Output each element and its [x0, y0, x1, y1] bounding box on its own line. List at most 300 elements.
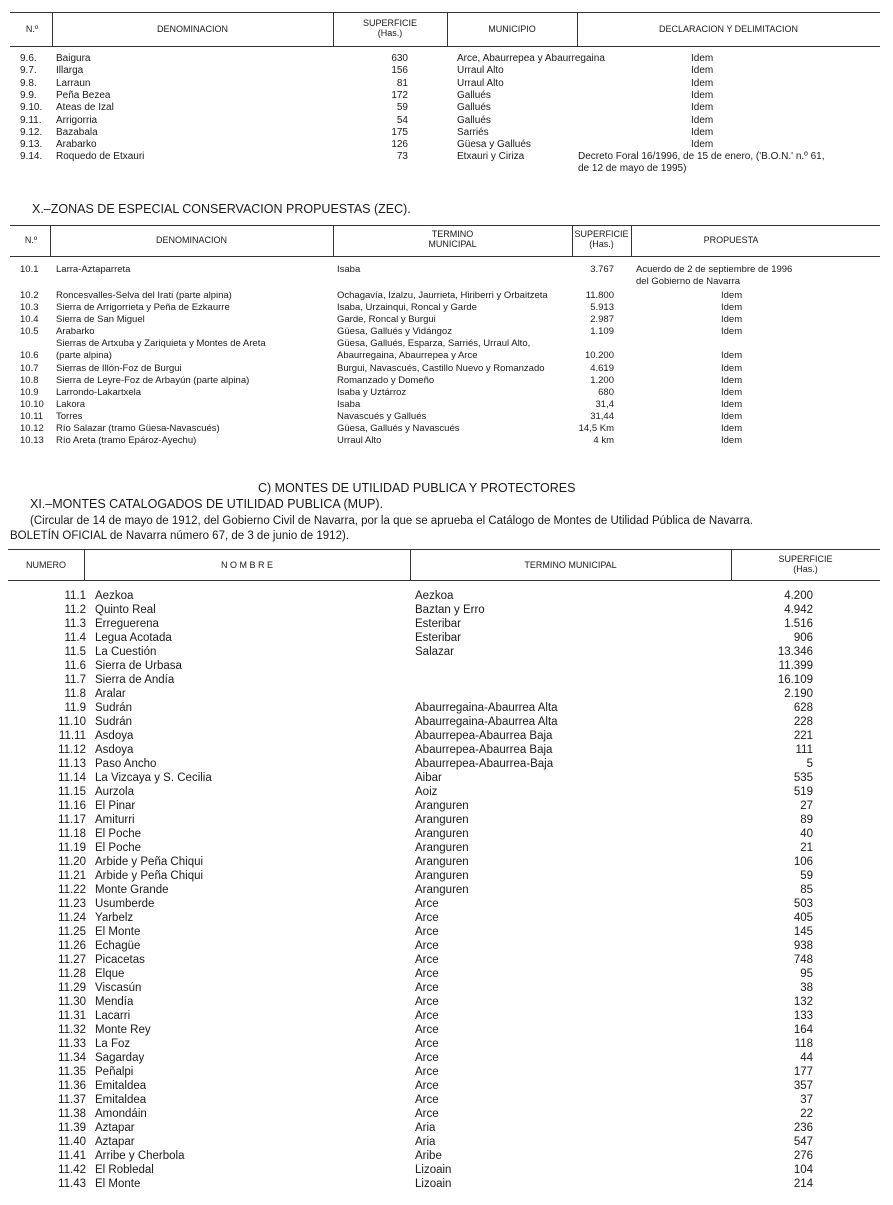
table-row [0, 842, 893, 856]
row-denominacion: Sierra de Leyre-Foz de Arbayún (parte alpina) [56, 375, 250, 386]
t9-header-municipio: MUNICIPIO [488, 24, 536, 34]
row-denominacion: Arrigorria [56, 114, 98, 126]
table-row [0, 423, 893, 435]
table-row [0, 151, 893, 175]
row-nombre: Sagarday [95, 1052, 145, 1064]
row-number: 11.32 [58, 1024, 86, 1036]
row-denominacion: Arabarko [56, 139, 97, 151]
row-superficie: 2.987 [590, 314, 614, 325]
row-number: 10.6 [20, 350, 39, 361]
row-termino: Aranguren [415, 828, 469, 840]
row-termino: Arce [415, 1080, 439, 1092]
table-row [0, 1024, 893, 1038]
row-number: 9.8. [20, 77, 37, 89]
t9-header-num: N.º [25, 24, 39, 34]
row-termino: Abaurregaina-Abaurrea Alta [415, 702, 558, 714]
row-superficie: 104 [793, 1164, 813, 1176]
row-superficie: 214 [793, 1178, 813, 1190]
row-superficie: 10.200 [584, 350, 614, 361]
table-row [0, 264, 893, 287]
row-nombre: Paso Ancho [95, 758, 157, 770]
t9-header-superficie: SUPERFICIE (Has.) [362, 18, 417, 38]
row-declaracion: Idem [691, 126, 714, 138]
row-denominacion: Sierra de Arrigorrieta y Peña de Ezkaurre [56, 302, 230, 313]
row-superficie: 3.767 [590, 264, 614, 275]
row-nombre: El Poche [95, 842, 142, 854]
row-number: 11.2 [64, 604, 86, 616]
row-number: 10.3 [20, 302, 39, 313]
table-row [0, 646, 893, 660]
row-termino: Arce [415, 1066, 439, 1078]
table-row [0, 1038, 893, 1052]
row-superficie: 236 [793, 1122, 813, 1134]
table-row [0, 139, 893, 151]
row-number: 11.25 [58, 926, 86, 938]
row-number: 11.4 [64, 632, 86, 644]
row-termino: Arce [415, 940, 439, 952]
row-number: 9.12. [20, 126, 43, 138]
row-termino: Arce [415, 1010, 439, 1022]
row-termino: Burgui, Navascués, Castillo Nuevo y Romanzado [337, 363, 545, 374]
row-denominacion: Roquedo de Etxauri [56, 151, 145, 163]
row-denominacion: Peña Bezea [56, 89, 111, 101]
row-nombre: Aurzola [95, 786, 134, 798]
row-propuesta: Idem [721, 435, 743, 446]
sectionC-intro-line1: (Circular de 14 de mayo de 1912, del Gobierno Civil de Navarra, por la que se aprueba el Catálogo de Montes de Utilidad Pública de Navarra. [30, 515, 753, 527]
row-denominacion: Lakora [56, 399, 86, 410]
row-nombre: La Cuestión [95, 646, 157, 658]
row-superficie: 126 [391, 139, 408, 151]
row-superficie: 1.200 [590, 375, 614, 386]
row-nombre: Sierra de Urbasa [95, 660, 182, 672]
row-nombre: Arbide y Peña Chiqui [95, 856, 204, 868]
row-declaracion: Decreto Foral 16/1996, de 15 de enero, ('B.O.N.' n.º 61, [578, 151, 825, 163]
row-number: 11.29 [58, 982, 86, 994]
row-termino: Isaba y Uztárroz [337, 387, 407, 398]
row-number: 10.9 [20, 387, 39, 398]
row-termino: Lizoain [415, 1164, 452, 1176]
table-row [0, 744, 893, 758]
row-declaracion-line2: de 12 de mayo de 1995) [578, 163, 687, 175]
t10-header-termino: TERMINO MUNICIPAL [428, 229, 477, 249]
row-termino: Arce [415, 1024, 439, 1036]
row-nombre: La Vizcaya y S. Cecilia [95, 772, 212, 784]
row-propuesta: Acuerdo de 2 de septiembre de 1996 [636, 264, 793, 275]
row-propuesta: Idem [721, 375, 743, 386]
table-row [0, 314, 893, 326]
row-denominacion: Arabarko [56, 326, 95, 337]
row-nombre: Monte Rey [95, 1024, 151, 1036]
row-denominacion: Roncesvalles-Selva del Irati (parte alpina) [56, 290, 232, 301]
row-denominacion-line2: (parte alpina) [56, 350, 112, 361]
row-declaracion: Idem [691, 53, 714, 64]
table-row [0, 730, 893, 744]
row-termino: Aranguren [415, 884, 469, 896]
row-denominacion: Larrondo-Lakartxela [56, 387, 142, 398]
table-row [0, 1178, 893, 1192]
row-nombre: Echagüe [95, 940, 141, 952]
row-superficie: 38 [800, 982, 813, 994]
table-row [0, 127, 893, 139]
row-termino: Aranguren [415, 814, 469, 826]
row-declaracion: Idem [691, 65, 714, 77]
row-termino: Isaba, Urzainqui, Roncal y Garde [337, 302, 477, 313]
row-number: 11.14 [58, 772, 86, 784]
row-termino: Arce [415, 968, 439, 980]
row-superficie: 132 [793, 996, 813, 1008]
row-superficie: 5.913 [590, 302, 614, 313]
row-propuesta: Idem [721, 423, 743, 434]
table-row [0, 1052, 893, 1066]
row-number: 11.17 [58, 814, 86, 826]
row-superficie: 81 [396, 77, 408, 89]
row-number: 11.9 [64, 702, 86, 714]
row-termino: Arce [415, 954, 439, 966]
table-row [0, 435, 893, 447]
row-declaracion: Idem [691, 89, 714, 101]
row-number: 10.13 [20, 435, 44, 446]
row-nombre: El Pinar [95, 800, 136, 812]
row-superficie: 228 [793, 716, 813, 728]
row-superficie: 22 [800, 1108, 813, 1120]
row-nombre: Aralar [95, 688, 126, 700]
row-superficie: 16.109 [777, 674, 813, 686]
row-termino: Arce [415, 996, 439, 1008]
row-number: 10.2 [20, 290, 39, 301]
row-number: 10.10 [20, 399, 44, 410]
row-superficie: 21 [800, 842, 813, 854]
row-nombre: Emitaldea [95, 1094, 147, 1106]
t10-header-denominacion: DENOMINACION [155, 235, 227, 245]
row-superficie: 118 [794, 1038, 813, 1050]
row-declaracion: Idem [691, 114, 714, 126]
row-number: 11.35 [58, 1066, 86, 1078]
row-superficie: 938 [793, 940, 813, 952]
table-row [0, 982, 893, 996]
table-row [0, 856, 893, 870]
table-row [0, 102, 893, 114]
row-number: 10.11 [20, 411, 44, 422]
row-nombre: Sudrán [95, 716, 133, 728]
table-row [0, 338, 893, 361]
row-superficie: 172 [391, 89, 408, 101]
table-row [0, 1010, 893, 1024]
row-termino: Garde, Roncal y Burgui [337, 314, 436, 325]
row-number: 9.9. [20, 89, 37, 101]
row-superficie: 630 [391, 53, 408, 64]
row-termino: Arce [415, 982, 439, 994]
row-superficie: 4.200 [784, 590, 813, 602]
row-denominacion: Larra-Aztaparreta [56, 264, 131, 275]
row-termino: Abaurrepea-Abaurrea Baja [415, 744, 553, 756]
table-row [0, 604, 893, 618]
row-propuesta: Idem [721, 411, 743, 422]
row-termino-line2: Abaurregaina, Abaurrepea y Arce [337, 350, 478, 361]
row-municipio: Urraul Alto [457, 77, 504, 89]
row-denominacion: Sierras de Illón-Foz de Burgui [56, 363, 182, 374]
row-number: 11.19 [58, 842, 86, 854]
table-row [0, 1080, 893, 1094]
row-termino: Urraul Alto [337, 435, 382, 446]
row-termino: Lizoain [415, 1178, 452, 1190]
row-termino: Aranguren [415, 870, 469, 882]
row-number: 11.18 [58, 828, 86, 840]
t10-header-superficie: SUPERFICIE (Has.) [574, 229, 629, 249]
table-row [0, 800, 893, 814]
row-nombre: El Poche [95, 828, 142, 840]
row-termino: Navascués y Gallués [337, 411, 427, 422]
row-nombre: El Monte [95, 926, 141, 938]
row-number: 11.33 [58, 1038, 86, 1050]
table-row [0, 870, 893, 884]
row-nombre: Amiturri [95, 814, 135, 826]
row-superficie: 40 [800, 828, 813, 840]
row-nombre: Aztapar [95, 1136, 135, 1148]
row-superficie: 44 [800, 1052, 813, 1064]
table-row [0, 1164, 893, 1178]
table-row [0, 884, 893, 898]
row-termino: Aibar [415, 772, 442, 784]
row-termino: Isaba [337, 399, 361, 410]
row-number: 11.37 [58, 1094, 86, 1106]
table-row [0, 674, 893, 688]
table-row [0, 660, 893, 674]
row-propuesta: Idem [721, 290, 743, 301]
row-superficie: 4 km [593, 435, 614, 446]
row-superficie: 535 [793, 772, 813, 784]
row-propuesta-line2: del Gobierno de Navarra [636, 276, 741, 287]
row-nombre: Sierra de Andía [95, 674, 175, 686]
row-propuesta: Idem [721, 363, 743, 374]
table-row [0, 912, 893, 926]
row-denominacion: Sierra de San Miguel [56, 314, 145, 325]
row-termino: Esteribar [415, 618, 462, 630]
row-termino: Aranguren [415, 800, 469, 812]
row-municipio: Etxauri y Ciriza [457, 151, 525, 163]
table-row [0, 399, 893, 411]
row-nombre: Mendía [95, 996, 134, 1008]
row-nombre: El Monte [95, 1178, 141, 1190]
row-termino: Arce [415, 1052, 439, 1064]
row-denominacion: Torres [56, 411, 83, 422]
row-superficie: 175 [391, 126, 408, 138]
sectionC-subtitle: XI.–MONTES CATALOGADOS DE UTILIDAD PUBLICA (MUP). [30, 497, 384, 511]
row-superficie: 680 [598, 387, 614, 398]
row-propuesta: Idem [721, 326, 743, 337]
table-row [0, 702, 893, 716]
row-nombre: Quinto Real [95, 604, 156, 616]
row-superficie: 13.346 [777, 646, 813, 658]
t10-header-propuesta: PROPUESTA [703, 235, 759, 245]
row-termino: Arce [415, 912, 439, 924]
row-number: 11.22 [58, 884, 86, 896]
row-number: 11.27 [58, 954, 86, 966]
table-row [0, 90, 893, 102]
row-nombre: La Foz [95, 1038, 131, 1050]
row-termino: Romanzado y Domeño [337, 375, 435, 386]
t11-header-nombre: N O M B R E [220, 560, 273, 570]
row-termino: Abaurrepea-Abaurrea-Baja [415, 758, 554, 770]
table-row [0, 78, 893, 90]
row-superficie: 156 [391, 65, 408, 77]
row-superficie: 37 [800, 1094, 813, 1106]
row-superficie: 177 [793, 1066, 813, 1078]
row-nombre: Sudrán [95, 702, 133, 714]
row-superficie: 11.399 [778, 660, 813, 672]
row-number: 10.8 [20, 375, 39, 386]
row-superficie: 628 [793, 702, 813, 714]
row-propuesta: Idem [721, 302, 743, 313]
table-row [0, 590, 893, 604]
table-row [0, 1122, 893, 1136]
row-nombre: Aztapar [95, 1122, 135, 1134]
t11-header-termino: TERMINO MUNICIPAL [524, 560, 617, 570]
row-denominacion: Bazabala [56, 126, 98, 138]
row-termino: Aria [415, 1122, 436, 1134]
row-number: 11.39 [58, 1122, 86, 1134]
row-number: 9.11. [20, 114, 42, 126]
row-nombre: Amondáin [95, 1108, 147, 1120]
row-nombre: Arbide y Peña Chiqui [95, 870, 204, 882]
table-row [0, 53, 893, 65]
row-superficie: 95 [800, 968, 813, 980]
row-number: 9.7. [20, 65, 37, 77]
row-termino: Aribe [415, 1150, 442, 1162]
row-termino: Arce [415, 1094, 439, 1106]
t11-header-num: NUMERO [26, 560, 66, 570]
table-row [0, 115, 893, 127]
row-number: 10.5 [20, 326, 39, 337]
row-termino: Esteribar [415, 632, 462, 644]
row-termino: Arce [415, 1108, 439, 1120]
row-superficie: 89 [800, 814, 813, 826]
row-superficie: 54 [396, 114, 408, 126]
sectionC-title: C) MONTES DE UTILIDAD PUBLICA Y PROTECTORES [258, 481, 576, 495]
row-superficie: 31,44 [590, 411, 614, 422]
row-nombre: Emitaldea [95, 1080, 147, 1092]
row-number: 11.31 [58, 1010, 86, 1022]
row-superficie: 276 [793, 1150, 813, 1162]
row-superficie: 59 [396, 102, 408, 114]
row-number: 11.41 [58, 1150, 86, 1162]
row-superficie: 27 [800, 800, 813, 812]
row-superficie: 133 [793, 1010, 813, 1022]
row-superficie: 357 [793, 1080, 813, 1092]
row-superficie: 14,5 Km [578, 423, 614, 434]
row-number: 10.4 [20, 314, 39, 325]
row-number: 11.10 [58, 716, 86, 728]
row-nombre: Legua Acotada [95, 632, 172, 644]
table-row [0, 898, 893, 912]
row-number: 11.6 [64, 660, 86, 672]
row-nombre: Elque [95, 968, 125, 980]
row-municipio: Güesa y Gallués [457, 139, 531, 151]
row-number: 11.23 [58, 898, 86, 910]
row-superficie: 111 [795, 744, 813, 756]
row-number: 10.1 [20, 264, 39, 275]
table-row [0, 968, 893, 982]
row-number: 11.36 [58, 1080, 86, 1092]
row-superficie: 1.109 [590, 326, 614, 337]
row-termino: Güesa, Gallués, Esparza, Sarriés, Urraul Alto, [337, 338, 531, 349]
row-declaracion: Idem [691, 139, 714, 151]
row-superficie: 906 [793, 632, 813, 644]
table-row [0, 65, 893, 77]
row-number: 11.13 [58, 758, 86, 770]
row-municipio: Arce, Abaurrepea y Abaurregaina [457, 53, 605, 64]
row-nombre: Yarbelz [95, 912, 134, 924]
row-termino: Arce [415, 1038, 439, 1050]
row-termino: Ochagavía, Izalzu, Jaurrieta, Hiriberri y Orbaitzeta [337, 290, 548, 301]
row-nombre: Lacarri [95, 1010, 131, 1022]
row-termino: Aria [415, 1136, 436, 1148]
row-propuesta: Idem [721, 350, 743, 361]
row-termino: Salazar [415, 646, 454, 658]
row-number: 11.8 [64, 688, 86, 700]
row-termino: Arce [415, 898, 439, 910]
row-termino: Aranguren [415, 842, 469, 854]
row-denominacion: Larraun [56, 77, 91, 89]
row-number: 11.12 [58, 744, 86, 756]
table-row [0, 688, 893, 702]
row-superficie: 5 [806, 758, 813, 770]
t9-header-declaracion: DECLARACION Y DELIMITACION [658, 24, 799, 34]
row-propuesta: Idem [721, 399, 743, 410]
row-denominacion: Ateas de Izal [56, 102, 114, 114]
row-nombre: Arribe y Cherbola [95, 1150, 185, 1162]
row-superficie: 1.516 [784, 618, 813, 630]
row-termino: Arce [415, 926, 439, 938]
row-number: 11.40 [58, 1136, 86, 1148]
table-row [0, 302, 893, 314]
row-termino: Güesa, Gallués y Navascués [337, 423, 460, 434]
row-number: 11.11 [58, 730, 86, 742]
row-nombre: Viscasún [95, 982, 142, 994]
row-municipio: Urraul Alto [457, 65, 504, 77]
table-row [0, 326, 893, 338]
row-nombre: Erreguerena [95, 618, 159, 630]
row-denominacion: Sierras de Artxuba y Zariquieta y Montes de Areta [56, 338, 266, 349]
section10-title: X.–ZONAS DE ESPECIAL CONSERVACION PROPUESTAS (ZEC). [32, 202, 411, 216]
row-superficie: 221 [793, 730, 813, 742]
row-number: 11.20 [58, 856, 86, 868]
table-row [0, 996, 893, 1010]
row-termino: Baztan y Erro [415, 604, 485, 616]
row-superficie: 503 [793, 898, 813, 910]
row-municipio: Sarriés [457, 126, 489, 138]
row-municipio: Gallués [457, 89, 491, 101]
row-superficie: 73 [396, 151, 408, 163]
row-number: 11.43 [58, 1178, 86, 1190]
row-nombre: Aezkoa [95, 590, 134, 602]
row-number: 11.28 [58, 968, 86, 980]
row-number: 11.7 [64, 674, 86, 686]
row-number: 9.6. [20, 53, 37, 64]
row-number: 10.12 [20, 423, 44, 434]
row-denominacion: Río Salazar (tramo Güesa-Navascués) [56, 423, 220, 434]
row-number: 11.5 [64, 646, 86, 658]
table-row [0, 954, 893, 968]
row-superficie: 164 [793, 1024, 813, 1036]
row-declaracion: Idem [691, 77, 714, 89]
table-row [0, 375, 893, 387]
t9-header-denominacion: DENOMINACION [156, 24, 228, 34]
row-superficie: 2.190 [784, 688, 813, 700]
row-number: 9.10. [20, 102, 43, 114]
row-number: 9.13. [20, 139, 43, 151]
row-termino: Abaurregaina-Abaurrea Alta [415, 716, 558, 728]
row-nombre: Monte Grande [95, 884, 169, 896]
